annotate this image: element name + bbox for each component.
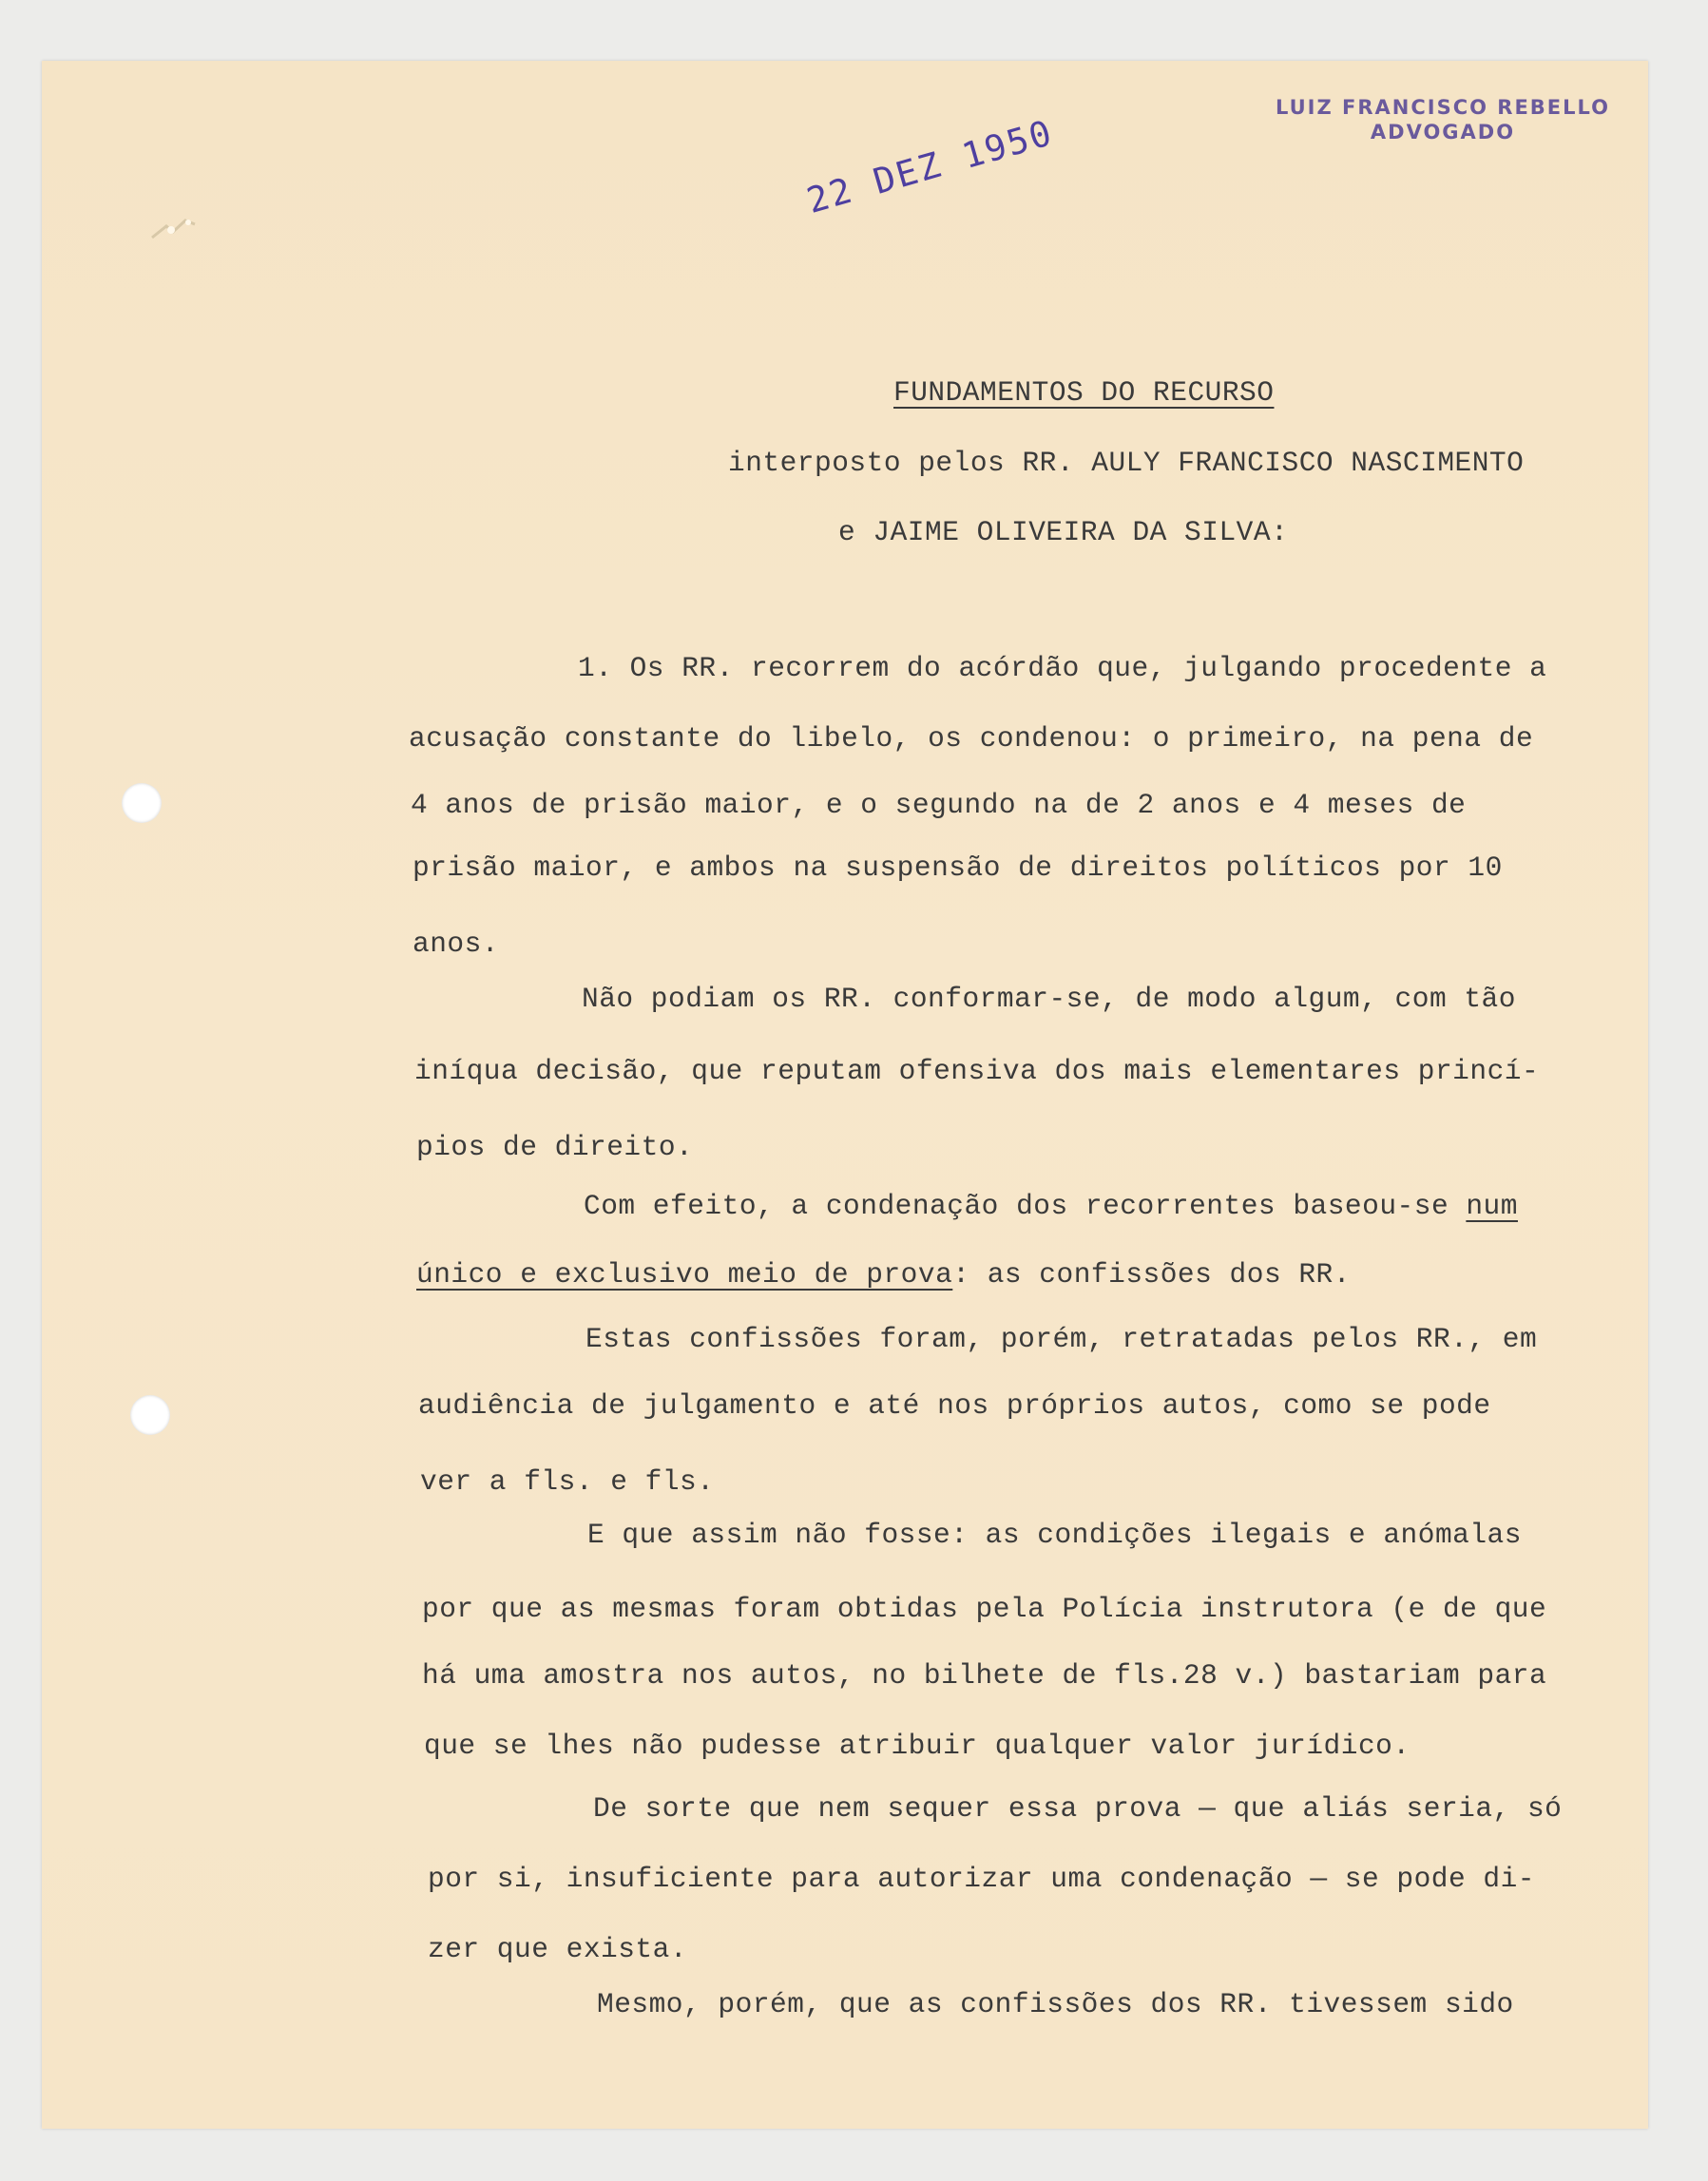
paper-stain-mark bbox=[143, 200, 219, 257]
body-line-8: pios de direito. bbox=[416, 1131, 694, 1163]
body-line-16: há uma amostra nos autos, no bilhete de fls.28 v.) bastariam para bbox=[422, 1659, 1547, 1692]
body-line-12: audiência de julgamento e até nos próprios autos, como se pode bbox=[418, 1389, 1491, 1422]
body-line-19: por si, insuficiente para autorizar uma condenação — se pode di- bbox=[428, 1863, 1535, 1895]
subtitle-line-2: e JAIME OLIVEIRA DA SILVA: bbox=[838, 516, 1289, 548]
body-line-9-text: Com efeito, a condenação dos recorrentes baseou-se bbox=[584, 1190, 1467, 1222]
lawyer-stamp bbox=[1272, 95, 1614, 144]
body-line-13: ver a fls. e fls. bbox=[420, 1465, 715, 1498]
body-line-2: acusação constante do libelo, os condenou: o primeiro, na pena de bbox=[409, 722, 1534, 755]
stamp-title: ADVOGADO bbox=[1370, 121, 1516, 143]
body-line-7: iníqua decisão, que reputam ofensiva dos mais elementares princí- bbox=[414, 1055, 1540, 1087]
body-line-21: Mesmo, porém, que as confissões dos RR. tivessem sido bbox=[597, 1988, 1514, 2020]
body-line-6: Não podiam os RR. conformar-se, de modo algum, com tão bbox=[582, 983, 1516, 1015]
body-line-3: 4 anos de prisão maior, e o segundo na de 2 anos e 4 meses de bbox=[411, 789, 1467, 821]
body-line-18: De sorte que nem sequer essa prova — que aliás seria, só bbox=[593, 1792, 1563, 1825]
underlined-phrase-part2: único e exclusivo meio de prova bbox=[416, 1258, 953, 1291]
body-line-10 bbox=[416, 1258, 1351, 1291]
body-line-5: anos. bbox=[413, 928, 500, 960]
body-line-20: zer que exista. bbox=[428, 1933, 688, 1965]
punch-hole-bottom bbox=[130, 1395, 170, 1435]
body-line-14: E que assim não fosse: as condições ilegais e anómalas bbox=[587, 1519, 1522, 1551]
document-title: FUNDAMENTOS DO RECURSO bbox=[893, 376, 1275, 409]
punch-hole-top bbox=[122, 783, 162, 823]
body-line-1: 1. Os RR. recorrem do acórdão que, julgando procedente a bbox=[578, 652, 1547, 684]
date-stamp: 22 DEZ 1950 bbox=[802, 112, 1058, 221]
body-line-15: por que as mesmas foram obtidas pela Polícia instrutora (e de que bbox=[422, 1593, 1547, 1625]
underlined-phrase-part1: num bbox=[1466, 1190, 1518, 1222]
stamp-name: LUIZ FRANCISCO REBELLO bbox=[1275, 96, 1611, 119]
body-line-11: Estas confissões foram, porém, retratadas pelos RR., em bbox=[585, 1323, 1538, 1355]
body-line-4: prisão maior, e ambos na suspensão de direitos políticos por 10 bbox=[413, 851, 1503, 884]
subtitle-line-1: interposto pelos RR. AULY FRANCISCO NASCIMENTO bbox=[728, 447, 1525, 479]
body-line-9 bbox=[584, 1190, 1518, 1222]
body-line-10-text: : as confissões dos RR. bbox=[952, 1258, 1351, 1291]
body-line-17: que se lhes não pudesse atribuir qualquer valor jurídico. bbox=[424, 1730, 1411, 1762]
